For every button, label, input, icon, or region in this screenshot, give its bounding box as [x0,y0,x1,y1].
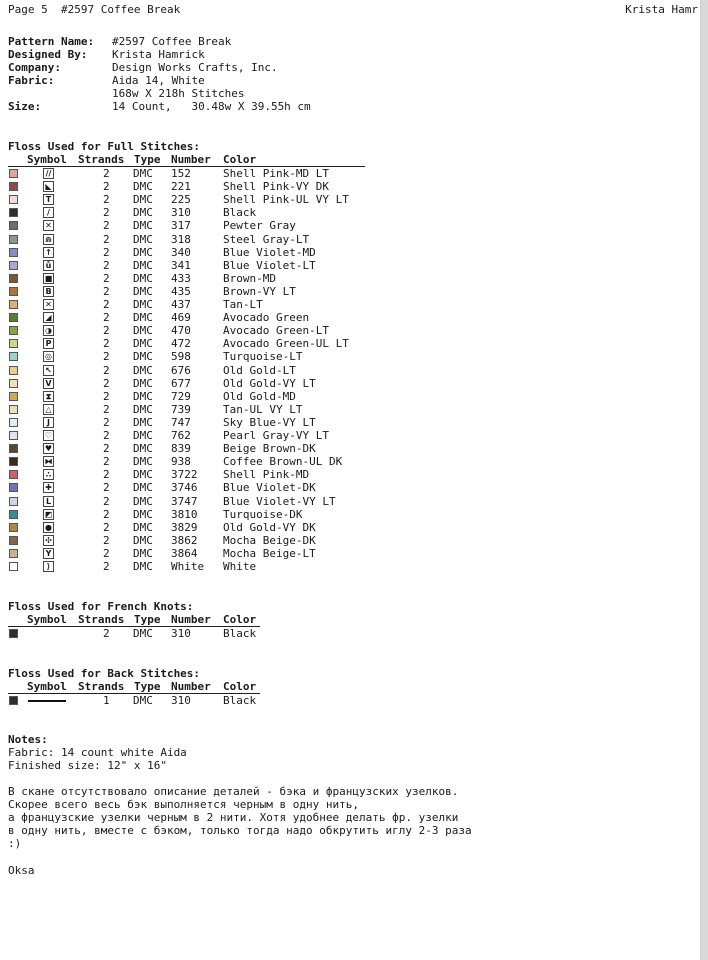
size-value: 14 Count, 30.48w X 39.55h cm [112,100,311,113]
type-value: DMC [133,468,153,482]
stitch-symbol-icon: ⧗ [43,391,54,402]
type-value: DMC [133,206,153,220]
type-value: DMC [133,232,153,246]
number-value: 310 [171,627,191,640]
strands-value: 2 [103,258,110,272]
column-color: Color [223,153,257,166]
stitch-symbol-icon: V [43,378,54,389]
strands-value: 2 [103,298,110,311]
full-stitches-title: Floss Used for Full Stitches: [8,140,201,153]
strands-value: 2 [103,284,110,298]
stitch-symbol-icon: ● [43,522,54,533]
stitch-symbol-icon: ⧓ [44,457,53,467]
column-strands: Strands [78,680,125,693]
column-type: Type [134,613,161,626]
number-value: 839 [171,442,191,456]
number-value: 747 [171,415,191,429]
color-value: Mocha Beige-LT [223,546,316,560]
number-value: 3810 [171,507,198,521]
strands-value: 2 [103,167,110,180]
floss-row [8,468,368,481]
floss-row [8,193,368,206]
color-value: Black [223,694,257,707]
floss-swatch [9,379,18,388]
color-value: Tan-UL VY LT [223,402,303,416]
type-value: DMC [133,284,153,298]
color-value: Pearl Gray-VY LT [223,429,329,442]
strands-value: 2 [103,533,110,547]
strands-value: 2 [103,245,110,259]
floss-swatch [9,169,18,178]
floss-swatch [9,457,18,466]
floss-row [8,560,368,573]
number-value: 318 [171,232,191,246]
stitch-symbol-icon: J [43,417,54,428]
number-value: 729 [171,389,191,403]
strands-value: 2 [103,180,110,194]
type-value: DMC [133,415,153,429]
type-value: DMC [133,627,153,640]
floss-row [8,259,368,272]
color-value: Avocado Green-UL LT [223,337,349,351]
type-value: DMC [133,337,153,351]
floss-row [8,508,368,521]
strands-value: 2 [103,219,110,233]
strands-value: 2 [103,520,110,534]
strands-value: 2 [103,429,110,442]
number-value: 317 [171,219,191,233]
strands-value: 2 [103,350,110,364]
strands-value: 2 [103,455,110,469]
strands-value: 2 [103,415,110,429]
backstitch-line-icon [28,700,66,702]
number-value: 676 [171,363,191,377]
floss-row [8,377,368,390]
number-value: 435 [171,284,191,298]
number-value: 310 [171,694,191,707]
floss-swatch [9,352,18,361]
stitch-symbol-icon: Y [43,548,54,559]
type-value: DMC [133,546,153,560]
number-value: 152 [171,167,191,180]
full-stitches-header [8,153,368,166]
stitch-symbol-icon: ↑ [43,247,54,258]
color-value: Sky Blue-VY LT [223,415,316,429]
strands-value: 2 [103,468,110,482]
floss-swatch [9,274,18,283]
floss-row [8,442,368,455]
floss-row [8,206,368,219]
stitch-symbol-icon: ů [43,260,54,271]
notes-title: Notes: [8,733,48,746]
strands-value: 2 [103,389,110,403]
color-value: Black [223,627,257,640]
color-value: Brown-VY LT [223,284,296,298]
floss-swatch [9,444,18,453]
back-stitches-title: Floss Used for Back Stitches: [8,667,201,680]
strands-value: 2 [103,337,110,351]
color-value: Shell Pink-VY DK [223,180,329,194]
column-color: Color [223,613,257,626]
floss-row [8,534,368,547]
french-knots-title: Floss Used for French Knots: [8,600,194,613]
color-value: Brown-MD [223,271,276,285]
floss-swatch [9,431,18,440]
floss-swatch [9,235,18,244]
floss-row [8,167,368,180]
stitch-symbol-icon: B [43,286,54,297]
stitch-symbol-icon: / [43,207,54,218]
color-value: White [223,560,257,573]
floss-swatch [9,405,18,414]
column-strands: Strands [78,153,125,166]
floss-swatch [9,392,18,401]
floss-row [8,298,368,311]
color-value: Turquoise-LT [223,350,303,364]
number-value: 437 [171,298,191,311]
stitch-symbol-icon: T [43,194,54,205]
column-symbol: Symbol [27,613,67,626]
stitch-symbol-icon: ◎ [43,351,54,362]
type-value: DMC [133,298,153,311]
column-symbol: Symbol [27,153,67,166]
page-header-title: Page 5 #2597 Coffee Break [8,3,181,16]
floss-swatch [9,510,18,519]
stitch-symbol-icon: P [43,338,54,349]
floss-swatch [9,418,18,427]
type-value: DMC [133,389,153,403]
floss-row [8,403,368,416]
floss-swatch [9,326,18,335]
stitch-symbol-icon: ♥ [44,444,53,454]
strands-value: 2 [103,193,110,207]
floss-swatch [9,208,18,217]
color-value: Blue Violet-DK [223,481,316,495]
comment-line: :) [8,837,22,850]
floss-row [8,390,368,403]
column-symbol: Symbol [27,680,67,693]
stitch-symbol-icon: ✣ [43,535,54,546]
strands-value: 2 [103,311,110,325]
type-value: DMC [133,180,153,194]
color-value: Turquoise-DK [223,507,303,521]
floss-swatch [9,562,18,571]
column-strands: Strands [78,613,125,626]
type-value: DMC [133,481,153,495]
french-knot-row [8,627,368,640]
floss-row [8,521,368,534]
company-value: Design Works Crafts, Inc. [112,61,278,74]
stitch-symbol-icon: ◑ [43,325,54,336]
color-value: Blue Violet-VY LT [223,494,336,508]
fabric-value: Aida 14, White [112,74,205,87]
floss-swatch [9,313,18,322]
number-value: 340 [171,245,191,259]
color-value: Steel Gray-LT [223,232,310,246]
type-value: DMC [133,455,153,469]
stitch-symbol-icon: ◢ [43,312,54,323]
page-header-designer: Krista Hamr [625,3,698,16]
floss-row [8,495,368,508]
floss-row [8,324,368,337]
color-value: Blue Violet-MD [223,245,316,259]
strands-value: 2 [103,442,110,456]
stitch-symbol-icon: ✕ [43,299,54,310]
stitch-symbol-icon: ↖ [43,365,54,376]
comment-line: а французские узелки черным в 2 нити. Хотя удобнее делать фр. узелки [8,811,459,824]
type-value: DMC [133,219,153,233]
signature: Oksa [8,864,35,877]
stitch-symbol-icon: ♡ [44,431,53,440]
type-value: DMC [133,694,153,707]
type-value: DMC [133,167,153,180]
color-value: Mocha Beige-DK [223,533,316,547]
floss-swatch [9,523,18,532]
strands-value: 2 [103,271,110,285]
floss-swatch [9,182,18,191]
number-value: 598 [171,350,191,364]
floss-swatch [9,497,18,506]
number-value: 225 [171,193,191,207]
number-value: 3829 [171,520,198,534]
floss-swatch [9,248,18,257]
type-value: DMC [133,311,153,325]
floss-row [8,180,368,193]
floss-swatch [9,300,18,309]
type-value: DMC [133,402,153,416]
floss-row [8,429,368,442]
floss-row [8,233,368,246]
stitch-symbol-icon: ✕ [43,220,54,231]
floss-swatch [9,261,18,270]
type-value: DMC [133,560,153,573]
strands-value: 2 [103,546,110,560]
number-value: 3864 [171,546,198,560]
strands-value: 2 [103,402,110,416]
color-value: Avocado Green-LT [223,324,329,338]
column-color: Color [223,680,257,693]
number-value: 3862 [171,533,198,547]
notes-finished-size: Finished size: 12" x 16" [8,759,167,772]
column-type: Type [134,153,161,166]
color-value: Blue Violet-LT [223,258,316,272]
type-value: DMC [133,376,153,390]
column-type: Type [134,680,161,693]
color-value: Coffee Brown-UL DK [223,455,343,469]
number-value: White [171,560,205,573]
number-value: 938 [171,455,191,469]
type-value: DMC [133,271,153,285]
strands-value: 2 [103,376,110,390]
stitch-symbol-icon: ✚ [43,482,54,493]
comment-line: В скане отсутствовало описание деталей - бэка и французских узелков. [8,785,459,798]
type-value: DMC [133,193,153,207]
color-value: Old Gold-LT [223,363,296,377]
floss-row [8,547,368,560]
number-value: 310 [171,206,191,220]
number-value: 3746 [171,481,198,495]
floss-row [8,272,368,285]
number-value: 3722 [171,468,198,482]
number-value: 3747 [171,494,198,508]
strands-value: 2 [103,206,110,220]
stitch-symbol-icon: // [43,168,54,179]
number-value: 762 [171,429,191,442]
designer-value: Krista Hamrick [112,48,205,61]
type-value: DMC [133,507,153,521]
floss-swatch [9,483,18,492]
number-value: 677 [171,376,191,390]
floss-swatch [9,696,18,705]
floss-row [8,219,368,232]
strands-value: 2 [103,232,110,246]
number-value: 433 [171,271,191,285]
fabric-label: Fabric: [8,74,55,87]
strands-value: 1 [103,694,110,707]
type-value: DMC [133,350,153,364]
type-value: DMC [133,494,153,508]
color-value: Black [223,206,257,220]
number-value: 221 [171,180,191,194]
type-value: DMC [133,245,153,259]
floss-row [8,416,368,429]
floss-swatch [9,366,18,375]
stitch-symbol-icon: ◩ [44,509,53,519]
floss-row [8,311,368,324]
strands-value: 2 [103,560,110,573]
strands-value: 2 [103,494,110,508]
floss-swatch [9,339,18,348]
stitch-symbol-icon: ◣ [43,181,54,192]
color-value: Beige Brown-DK [223,442,316,456]
type-value: DMC [133,533,153,547]
color-value: Old Gold-VY LT [223,376,316,390]
stitch-symbol-icon: △ [43,404,54,415]
floss-swatch [9,195,18,204]
strands-value: 2 [103,363,110,377]
floss-row [8,481,368,494]
column-number: Number [171,680,211,693]
stitch-symbol-icon: ■ [44,273,53,283]
column-number: Number [171,613,211,626]
designer-label: Designed By: [8,48,88,61]
french-knots-header [8,613,268,626]
company-label: Company: [8,61,61,74]
color-value: Old Gold-MD [223,389,296,403]
stitch-count-value: 168w X 218h Stitches [112,87,245,100]
color-value: Avocado Green [223,311,310,325]
floss-swatch [9,536,18,545]
number-value: 470 [171,324,191,338]
stitch-symbol-icon: L [43,496,54,507]
stitch-symbol-icon: ⟩ [43,561,54,572]
type-value: DMC [133,520,153,534]
type-value: DMC [133,363,153,377]
color-value: Tan-LT [223,298,263,311]
stitch-symbol-icon: ∴ [43,469,54,480]
pattern-name-label: Pattern Name: [8,35,95,48]
number-value: 469 [171,311,191,325]
color-value: Shell Pink-MD [223,468,310,482]
number-value: 739 [171,402,191,416]
strands-value: 2 [103,507,110,521]
floss-row [8,364,368,377]
stitch-symbol-icon: ⋒ [43,234,54,245]
floss-swatch [9,221,18,230]
column-number: Number [171,153,211,166]
size-label: Size: [8,100,42,113]
color-value: Old Gold-VY DK [223,520,316,534]
color-value: Shell Pink-MD LT [223,167,329,180]
number-value: 472 [171,337,191,351]
floss-swatch [9,549,18,558]
floss-row [8,337,368,350]
back-stitch-row [8,694,368,707]
comment-line: Скорее всего весь бэк выполняется черным в одну нить, [8,798,359,811]
type-value: DMC [133,258,153,272]
strands-value: 2 [103,481,110,495]
color-value: Shell Pink-UL VY LT [223,193,349,207]
type-value: DMC [133,442,153,456]
floss-row [8,350,368,363]
strands-value: 2 [103,324,110,338]
floss-row [8,455,368,468]
number-value: 341 [171,258,191,272]
type-value: DMC [133,429,153,442]
floss-row [8,285,368,298]
floss-row [8,246,368,259]
floss-swatch [9,470,18,479]
strands-value: 2 [103,627,110,640]
floss-swatch [9,629,18,638]
floss-swatch [9,287,18,296]
pattern-name-value: #2597 Coffee Break [112,35,232,48]
color-value: Pewter Gray [223,219,296,233]
notes-fabric: Fabric: 14 count white Aida [8,746,187,759]
comment-line: в одну нить, вместе с бэком, только тогда надо обкрутить иглу 2-3 раза [8,824,472,837]
back-stitches-header [8,680,268,693]
type-value: DMC [133,324,153,338]
